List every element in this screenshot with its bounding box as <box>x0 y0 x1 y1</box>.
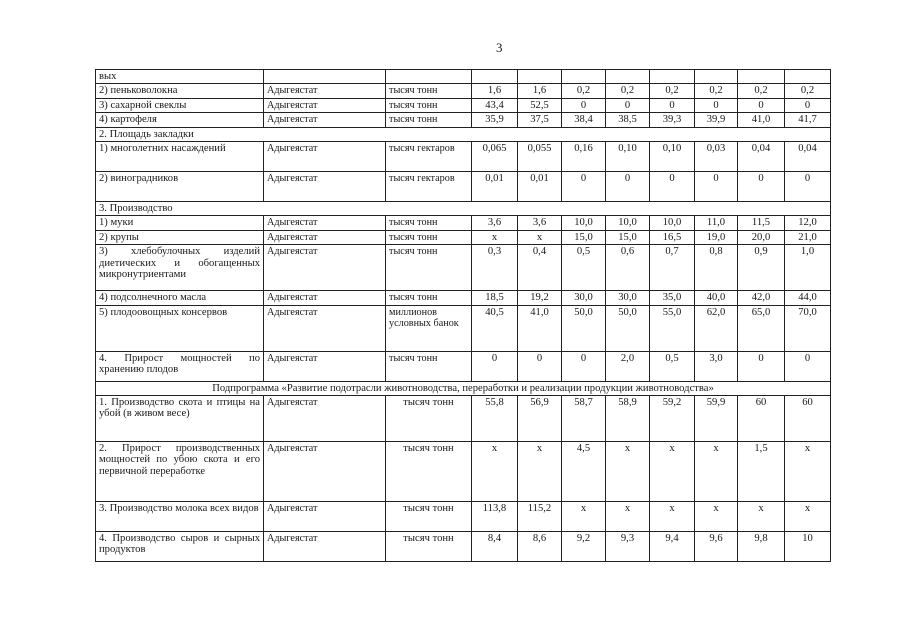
table-row <box>96 230 831 244</box>
value-cell: 0 <box>606 172 650 202</box>
value-cell: 38,4 <box>562 113 606 127</box>
value-cell: 4,5 <box>562 442 606 502</box>
indicator-cell: 5) плодоовощных консервов <box>96 305 264 351</box>
value-cell: 11,5 <box>738 216 785 230</box>
value-cell: 0 <box>650 98 695 112</box>
value-cell: 9,8 <box>738 532 785 562</box>
value-cell: 44,0 <box>785 291 831 305</box>
value-cell: 0,8 <box>695 245 738 291</box>
value-cell: 19,2 <box>518 291 562 305</box>
table-row <box>96 442 831 502</box>
value-cell: 0,04 <box>738 142 785 172</box>
value-cell: 11,0 <box>695 216 738 230</box>
value-cell: 30,0 <box>606 291 650 305</box>
table-row <box>96 291 831 305</box>
unit-cell: миллионов условных банок <box>386 305 472 351</box>
unit-cell: тысяч тонн <box>386 291 472 305</box>
source-cell: Адыгеястат <box>264 216 386 230</box>
value-cell: 10 <box>785 532 831 562</box>
indicator-cell: 3) сахарной свеклы <box>96 98 264 112</box>
value-cell: 62,0 <box>695 305 738 351</box>
value-cell: 0,04 <box>785 142 831 172</box>
value-cell: х <box>518 442 562 502</box>
indicator-cell: 1) многолетних насаждений <box>96 142 264 172</box>
value-cell: х <box>606 442 650 502</box>
unit-cell: тысяч тонн <box>386 442 472 502</box>
value-cell: 0 <box>695 172 738 202</box>
value-cell: 39,9 <box>695 113 738 127</box>
value-cell: 0 <box>518 351 562 381</box>
value-cell: 0 <box>738 172 785 202</box>
page-number: 3 <box>496 40 503 55</box>
value-cell: 0,10 <box>606 142 650 172</box>
source-cell: Адыгеястат <box>264 142 386 172</box>
table-row <box>96 84 831 98</box>
source-cell: Адыгеястат <box>264 291 386 305</box>
unit-cell: тысяч тонн <box>386 84 472 98</box>
table-row <box>96 142 831 172</box>
value-cell: х <box>695 442 738 502</box>
value-cell <box>785 70 831 84</box>
source-cell: Адыгеястат <box>264 84 386 98</box>
value-cell: 0 <box>562 172 606 202</box>
value-cell: 0,6 <box>606 245 650 291</box>
unit-cell: тысяч тонн <box>386 502 472 532</box>
source-cell: Адыгеястат <box>264 98 386 112</box>
value-cell: 115,2 <box>518 502 562 532</box>
value-cell <box>738 70 785 84</box>
value-cell: 0,2 <box>650 84 695 98</box>
indicator-cell: 2) крупы <box>96 230 264 244</box>
value-cell: 10,0 <box>606 216 650 230</box>
value-cell: 0,2 <box>695 84 738 98</box>
source-cell: Адыгеястат <box>264 502 386 532</box>
value-cell: 0 <box>606 98 650 112</box>
value-cell: 0 <box>472 351 518 381</box>
value-cell: 18,5 <box>472 291 518 305</box>
value-cell: х <box>695 502 738 532</box>
value-cell: 55,0 <box>650 305 695 351</box>
value-cell: 9,4 <box>650 532 695 562</box>
value-cell: х <box>606 502 650 532</box>
table-row <box>96 70 831 84</box>
value-cell: 41,0 <box>518 305 562 351</box>
value-cell: х <box>472 230 518 244</box>
value-cell: 0,2 <box>785 84 831 98</box>
value-cell: 55,8 <box>472 396 518 442</box>
value-cell: х <box>738 502 785 532</box>
value-cell: 40,5 <box>472 305 518 351</box>
indicator-cell: 3. Производство молока всех видов <box>96 502 264 532</box>
source-cell <box>264 70 386 84</box>
value-cell: 0,2 <box>738 84 785 98</box>
indicator-cell: 4) подсолнечного масла <box>96 291 264 305</box>
value-cell: 0,065 <box>472 142 518 172</box>
indicator-cell: 4) картофеля <box>96 113 264 127</box>
value-cell: х <box>472 442 518 502</box>
unit-cell: тысяч гектаров <box>386 172 472 202</box>
value-cell: 0,2 <box>606 84 650 98</box>
value-cell: 70,0 <box>785 305 831 351</box>
value-cell: 37,5 <box>518 113 562 127</box>
value-cell: 50,0 <box>562 305 606 351</box>
value-cell: 9,2 <box>562 532 606 562</box>
value-cell: 8,4 <box>472 532 518 562</box>
value-cell: 3,6 <box>518 216 562 230</box>
value-cell: 0 <box>785 172 831 202</box>
value-cell: х <box>785 442 831 502</box>
source-cell: Адыгеястат <box>264 172 386 202</box>
value-cell: 1,6 <box>472 84 518 98</box>
section-row <box>96 202 831 216</box>
value-cell: 0,3 <box>472 245 518 291</box>
value-cell: 0 <box>562 351 606 381</box>
indicator-cell: 3) хлебобулочных изделий диетических и обогащенных микронутриентами <box>96 245 264 291</box>
value-cell: 0 <box>738 351 785 381</box>
value-cell: 65,0 <box>738 305 785 351</box>
value-cell: 16,5 <box>650 230 695 244</box>
value-cell: 60 <box>738 396 785 442</box>
source-cell: Адыгеястат <box>264 245 386 291</box>
value-cell: 0,01 <box>518 172 562 202</box>
value-cell: 0,01 <box>472 172 518 202</box>
value-cell: 30,0 <box>562 291 606 305</box>
value-cell: 58,7 <box>562 396 606 442</box>
source-cell: Адыгеястат <box>264 532 386 562</box>
unit-cell: тысяч тонн <box>386 113 472 127</box>
value-cell: х <box>785 502 831 532</box>
unit-cell: тысяч тонн <box>386 245 472 291</box>
value-cell: 40,0 <box>695 291 738 305</box>
value-cell: 0 <box>695 98 738 112</box>
subprogram-row <box>96 381 831 395</box>
unit-cell: тысяч тонн <box>386 216 472 230</box>
value-cell: 59,2 <box>650 396 695 442</box>
value-cell: 1,6 <box>518 84 562 98</box>
value-cell: 0,055 <box>518 142 562 172</box>
value-cell: 0,10 <box>650 142 695 172</box>
value-cell: х <box>562 502 606 532</box>
value-cell: 60 <box>785 396 831 442</box>
value-cell <box>606 70 650 84</box>
table-row <box>96 172 831 202</box>
value-cell: 0 <box>650 172 695 202</box>
value-cell: 0,9 <box>738 245 785 291</box>
value-cell: 9,3 <box>606 532 650 562</box>
table-row <box>96 396 831 442</box>
value-cell: 15,0 <box>606 230 650 244</box>
value-cell: 41,0 <box>738 113 785 127</box>
value-cell <box>472 70 518 84</box>
indicator-cell: 1. Производство скота и птицы на убой (в живом весе) <box>96 396 264 442</box>
source-cell: Адыгеястат <box>264 442 386 502</box>
source-cell: Адыгеястат <box>264 230 386 244</box>
value-cell: 0,16 <box>562 142 606 172</box>
value-cell: 0 <box>562 98 606 112</box>
value-cell: 0 <box>785 98 831 112</box>
value-cell: х <box>650 442 695 502</box>
value-cell <box>518 70 562 84</box>
value-cell: 113,8 <box>472 502 518 532</box>
value-cell: 43,4 <box>472 98 518 112</box>
value-cell: 1,0 <box>785 245 831 291</box>
value-cell: 0,7 <box>650 245 695 291</box>
indicator-cell: вых <box>96 70 264 84</box>
unit-cell: тысяч гектаров <box>386 142 472 172</box>
value-cell: 38,5 <box>606 113 650 127</box>
value-cell: 56,9 <box>518 396 562 442</box>
indicator-cell: 2. Прирост производственных мощностей по убою скота и его первичной переработке <box>96 442 264 502</box>
value-cell: 39,3 <box>650 113 695 127</box>
indicator-cell: 4. Прирост мощностей по хранению плодов <box>96 351 264 381</box>
value-cell: 8,6 <box>518 532 562 562</box>
value-cell <box>650 70 695 84</box>
source-cell: Адыгеястат <box>264 113 386 127</box>
value-cell: 0,5 <box>650 351 695 381</box>
table-row <box>96 245 831 291</box>
unit-cell: тысяч тонн <box>386 351 472 381</box>
table-row <box>96 98 831 112</box>
section-title: 2. Площадь закладки <box>96 127 831 141</box>
value-cell: 3,0 <box>695 351 738 381</box>
value-cell: 0 <box>738 98 785 112</box>
value-cell: х <box>650 502 695 532</box>
value-cell: 35,9 <box>472 113 518 127</box>
indicator-cell: 2) пеньковолокна <box>96 84 264 98</box>
source-cell: Адыгеястат <box>264 305 386 351</box>
subprogram-title: Подпрограмма «Развитие подотрасли животноводства, переработки и реализации продукции животноводства» <box>96 381 831 395</box>
table-row <box>96 113 831 127</box>
value-cell <box>695 70 738 84</box>
indicators-table <box>95 69 831 562</box>
value-cell: 19,0 <box>695 230 738 244</box>
value-cell: 0,03 <box>695 142 738 172</box>
value-cell: 10,0 <box>562 216 606 230</box>
value-cell: 12,0 <box>785 216 831 230</box>
value-cell: 1,5 <box>738 442 785 502</box>
unit-cell: тысяч тонн <box>386 396 472 442</box>
unit-cell: тысяч тонн <box>386 532 472 562</box>
unit-cell <box>386 70 472 84</box>
value-cell: 9,6 <box>695 532 738 562</box>
value-cell: 0,4 <box>518 245 562 291</box>
table-row <box>96 532 831 562</box>
indicator-cell: 4. Производство сыров и сырных продуктов <box>96 532 264 562</box>
source-cell: Адыгеястат <box>264 351 386 381</box>
value-cell: 59,9 <box>695 396 738 442</box>
indicator-cell: 2) виноградников <box>96 172 264 202</box>
indicator-cell: 1) муки <box>96 216 264 230</box>
table-row <box>96 502 831 532</box>
unit-cell: тысяч тонн <box>386 98 472 112</box>
value-cell: 15,0 <box>562 230 606 244</box>
value-cell <box>562 70 606 84</box>
value-cell: 52,5 <box>518 98 562 112</box>
value-cell: 35,0 <box>650 291 695 305</box>
table-row <box>96 305 831 351</box>
value-cell: 0,2 <box>562 84 606 98</box>
table-row <box>96 351 831 381</box>
value-cell: 20,0 <box>738 230 785 244</box>
value-cell: 21,0 <box>785 230 831 244</box>
section-title: 3. Производство <box>96 202 831 216</box>
value-cell: х <box>518 230 562 244</box>
value-cell: 2,0 <box>606 351 650 381</box>
value-cell: 3,6 <box>472 216 518 230</box>
value-cell: 58,9 <box>606 396 650 442</box>
value-cell: 41,7 <box>785 113 831 127</box>
unit-cell: тысяч тонн <box>386 230 472 244</box>
table-row <box>96 216 831 230</box>
value-cell: 0 <box>785 351 831 381</box>
value-cell: 0,5 <box>562 245 606 291</box>
section-row <box>96 127 831 141</box>
value-cell: 10,0 <box>650 216 695 230</box>
value-cell: 50,0 <box>606 305 650 351</box>
value-cell: 42,0 <box>738 291 785 305</box>
source-cell: Адыгеястат <box>264 396 386 442</box>
